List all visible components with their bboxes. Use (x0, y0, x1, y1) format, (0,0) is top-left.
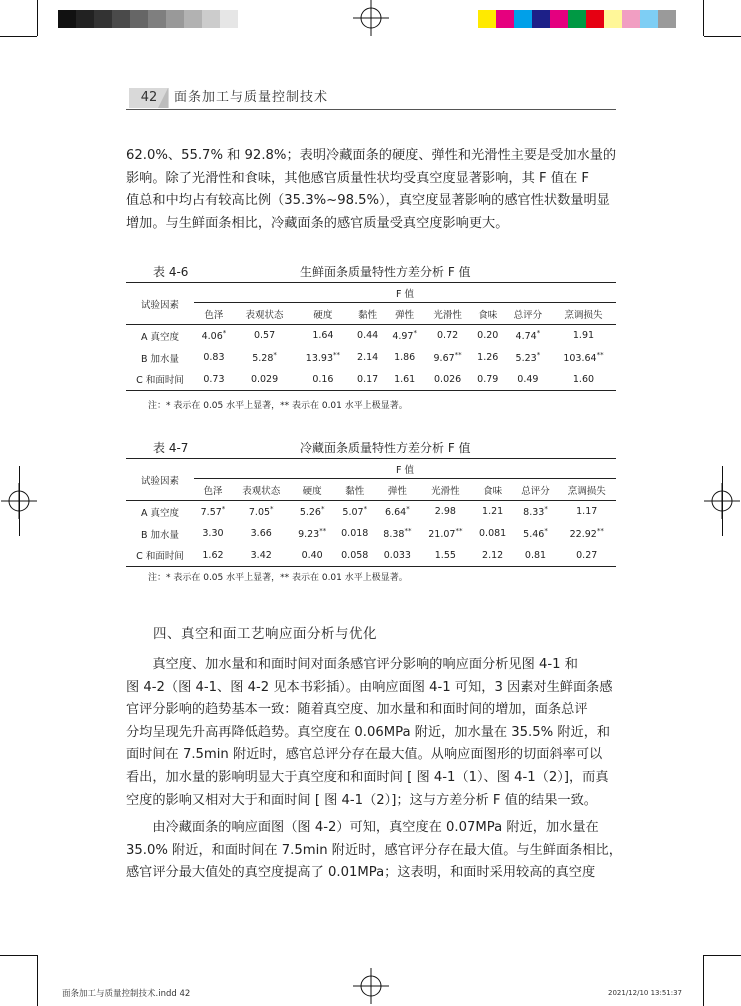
value-cell: 1.86 (394, 352, 416, 363)
color-swatch (622, 10, 640, 28)
value-cell: 5.07* (342, 505, 368, 519)
value-cell: 0.83 (203, 352, 225, 363)
value-cell: 4.97* (392, 329, 417, 343)
value-cell: 0.73 (203, 373, 225, 385)
value-cell: 9.67** (433, 350, 462, 365)
value-cell: 0.40 (301, 549, 323, 561)
value-cell: 2.14 (357, 352, 379, 363)
column-header: 食味 (471, 303, 505, 325)
value-cell: 2.12 (482, 549, 504, 561)
column-header: 烹调损失 (551, 303, 616, 325)
column-header: 光滑性 (425, 303, 471, 325)
table-label: 表 4-7 (153, 441, 189, 455)
table-row (126, 369, 616, 391)
text-line: 感官评分最大值处的真空度提高了 0.01MPa；这表明，和面时采用较高的真空度 (126, 865, 596, 881)
value-cell: 1.91 (572, 330, 595, 342)
value-cell: 1.61 (394, 373, 416, 385)
column-header: 硬度 (290, 479, 333, 501)
value-cell: 0.79 (477, 373, 499, 385)
text-line: 35.0% 附近，和面时间在 7.5min 附近时，感官评分存在最大值。与生鲜面条相比， (126, 842, 622, 858)
color-swatch (58, 10, 76, 28)
table-row (126, 523, 616, 545)
text-line: 分均呈现先升高再降低趋势。真空度在 0.06MPa 附近，加水量在 35.5% 附近，和 (126, 724, 611, 740)
crop-mark-top-left-h (0, 36, 37, 37)
table-4-6 (126, 282, 616, 392)
table-note: 注：* 表示在 0.05 水平上显著，** 表示在 0.01 水平上极显著。 (148, 573, 408, 583)
text-line: 影响。除了光滑性和食味，其他感官质量性状均受真空度显著影响，其 F 值在 F (126, 170, 589, 186)
color-swatch (586, 10, 604, 28)
registration-line-left (19, 466, 20, 536)
value-cell: 0.058 (341, 549, 369, 561)
column-header: 表观状态 (232, 479, 291, 501)
registration-line-right (722, 466, 723, 536)
text-line: 图 4-2（图 4-1、图 4-2 见本书彩插）。由响应面图 4-1 可知，3 因素对生鲜面条感 (126, 679, 613, 695)
column-header: 色泽 (194, 303, 234, 325)
value-cell: 7.05* (248, 505, 274, 519)
color-swatch (550, 10, 568, 28)
factor-header: 试验因素 (140, 299, 179, 311)
value-cell: 0.20 (477, 330, 499, 342)
text-line: 面时间在 7.5min 附近时，感官总评分存在最大值。从响应面图形的切面斜率可以 (126, 747, 603, 763)
column-header: 黏性 (351, 303, 385, 325)
value-cell: 3.66 (250, 528, 272, 539)
color-swatch (94, 10, 112, 28)
value-cell: 5.46* (523, 526, 548, 541)
value-cell: 4.06* (201, 329, 227, 343)
value-cell: 0.033 (383, 549, 411, 561)
header-rule (126, 109, 616, 110)
value-cell: 0.081 (479, 528, 507, 539)
crop-mark-bottom-right-v (703, 955, 704, 1006)
value-cell: 103.64** (563, 350, 604, 365)
text-line: 62.0%、55.7% 和 92.8%；表明冷藏面条的硬度、弹性和光滑性主要是受加水量的 (126, 148, 617, 163)
column-header: 色泽 (194, 479, 232, 501)
column-header: 总评分 (505, 303, 551, 325)
page-number: 42 (129, 88, 169, 108)
color-swatch (658, 10, 676, 28)
text-line: 值总和中均占有较高比例（35.3%~98.5%），真空度显著影响的感官性状数量明显 (126, 193, 610, 209)
color-swatch (148, 10, 166, 28)
value-cell: 9.23** (298, 526, 327, 541)
registration-mark-top (353, 0, 389, 36)
table-label: 表 4-6 (153, 265, 189, 279)
value-cell: 6.64* (385, 505, 410, 519)
value-cell: 1.55 (434, 549, 456, 561)
value-cell: 1.26 (477, 352, 499, 363)
table-title: 生鲜面条质量特性方差分析 F 值 (300, 265, 471, 279)
value-cell: 3.30 (202, 528, 224, 539)
table-row (126, 347, 616, 369)
value-cell: 21.07** (428, 526, 463, 541)
table-title: 冷藏面条质量特性方差分析 F 值 (300, 441, 471, 455)
f-value-header: F 值 (396, 288, 414, 300)
header-slash-ornament (158, 88, 168, 108)
column-header: 烹调损失 (557, 479, 616, 501)
factor-cell: C 和面时间 (136, 551, 184, 563)
column-header: 弹性 (385, 303, 425, 325)
factor-header: 试验因素 (140, 475, 179, 487)
value-cell: 22.92** (569, 526, 604, 541)
crop-mark-bottom-right-h (704, 955, 741, 956)
gray-color-bar (58, 10, 256, 28)
value-cell: 5.26* (299, 505, 325, 519)
column-header-row (126, 479, 616, 501)
value-cell: 0.16 (312, 373, 334, 385)
value-cell: 1.64 (312, 330, 334, 342)
value-cell: 8.38** (383, 526, 412, 541)
value-cell: 2.98 (434, 506, 456, 518)
factor-cell: A 真空度 (140, 331, 180, 343)
intro-paragraph (126, 145, 616, 235)
value-cell: 1.60 (572, 373, 595, 385)
table-row (126, 501, 616, 523)
column-header-row (126, 303, 616, 325)
value-cell: 4.74* (515, 329, 541, 343)
f-value-header: F 值 (396, 464, 414, 476)
value-cell: 1.17 (576, 506, 598, 518)
color-swatch (604, 10, 622, 28)
value-cell: 0.27 (576, 549, 598, 561)
column-header: 光滑性 (419, 479, 472, 501)
value-cell: 13.93** (305, 350, 340, 365)
text-line: 增加。与生鲜面条相比，冷藏面条的感官质量受真空度影响更大。 (126, 215, 509, 231)
crop-mark-bottom-left-h (0, 955, 37, 956)
value-cell: 0.57 (253, 330, 276, 342)
color-swatch (166, 10, 184, 28)
value-cell: 0.018 (341, 528, 369, 539)
color-swatch (532, 10, 550, 28)
value-cell: 0.44 (357, 330, 379, 342)
crop-mark-top-left-v (37, 0, 38, 36)
value-cell: 0.026 (434, 373, 462, 385)
text-line: 官评分影响的趋势基本一致：随着真空度、加水量和和面时间的增加，面条总评 (126, 702, 588, 718)
column-header: 总评分 (514, 479, 558, 501)
column-header: 硬度 (295, 303, 350, 325)
factor-cell: A 真空度 (140, 507, 180, 519)
table-body (126, 325, 616, 392)
value-cell: 1.62 (202, 549, 224, 561)
value-cell: 0.72 (437, 330, 459, 342)
table-row (126, 325, 616, 347)
column-header: 表观状态 (234, 303, 295, 325)
color-swatch (568, 10, 586, 28)
text-line: 真空度、加水量和和面时间对面条感官评分影响的响应面分析见图 4-1 和 (126, 657, 578, 672)
value-cell: 3.42 (250, 549, 272, 561)
color-swatch (496, 10, 514, 28)
color-swatch (184, 10, 202, 28)
color-swatch (478, 10, 496, 28)
footer-timestamp: 2021/12/10 13:51:37 (608, 989, 683, 997)
body-paragraph-1 (126, 654, 616, 812)
table-bottom-rule (126, 391, 616, 392)
table-4-7 (126, 458, 616, 568)
text-line: 由冷藏面条的响应面图（图 4-2）可知，真空度在 0.07MPa 附近，加水量在 (126, 820, 599, 835)
color-swatch (130, 10, 148, 28)
value-cell: 0.49 (517, 373, 539, 385)
value-cell: 0.17 (357, 373, 379, 385)
table-body (126, 501, 616, 568)
value-cell: 7.57* (200, 505, 226, 519)
column-header: 黏性 (334, 479, 376, 501)
factor-cell: B 加水量 (140, 529, 180, 541)
color-swatch (220, 10, 238, 28)
registration-mark-bottom (353, 968, 389, 1004)
text-line: 空度的影响又相对大于和面时间 [ 图 4-1（2）]；这与方差分析 F 值的结果一致。 (126, 792, 597, 808)
color-swatch (238, 10, 256, 28)
value-cell: 5.23* (515, 350, 541, 365)
value-cell: 1.21 (482, 506, 504, 518)
crop-mark-top-right-h (704, 36, 741, 37)
footer-file-name: 面条加工与质量控制技术.indd 42 (62, 989, 191, 999)
factor-cell: B 加水量 (140, 353, 180, 365)
column-header: 弹性 (376, 479, 419, 501)
color-swatch (112, 10, 130, 28)
crop-mark-top-right-v (703, 0, 704, 36)
table-bottom-rule (126, 567, 616, 568)
factor-cell: C 和面时间 (136, 375, 184, 387)
body-paragraph-2 (126, 817, 622, 885)
crop-mark-bottom-left-v (37, 955, 38, 1006)
value-cell: 0.81 (524, 549, 547, 561)
color-swatch (76, 10, 94, 28)
value-cell: 5.28* (252, 350, 277, 365)
table-row (126, 545, 616, 567)
color-swatch (202, 10, 220, 28)
table-note: 注：* 表示在 0.05 水平上显著，** 表示在 0.01 水平上极显著。 (148, 401, 408, 411)
color-swatch (640, 10, 658, 28)
value-cell: 8.33* (523, 505, 548, 519)
column-header: 食味 (472, 479, 514, 501)
value-cell: 0.029 (250, 373, 279, 385)
color-swatch (514, 10, 532, 28)
section-heading: 四、真空和面工艺响应面分析与优化 (153, 626, 377, 642)
text-line: 看出，加水量的影响明显大于真空度和和面时间 [ 图 4-1（1）、图 4-1（2）]，而真 (126, 769, 609, 785)
cmyk-color-bar (478, 10, 676, 28)
running-header-title: 面条加工与质量控制技术 (174, 90, 329, 105)
